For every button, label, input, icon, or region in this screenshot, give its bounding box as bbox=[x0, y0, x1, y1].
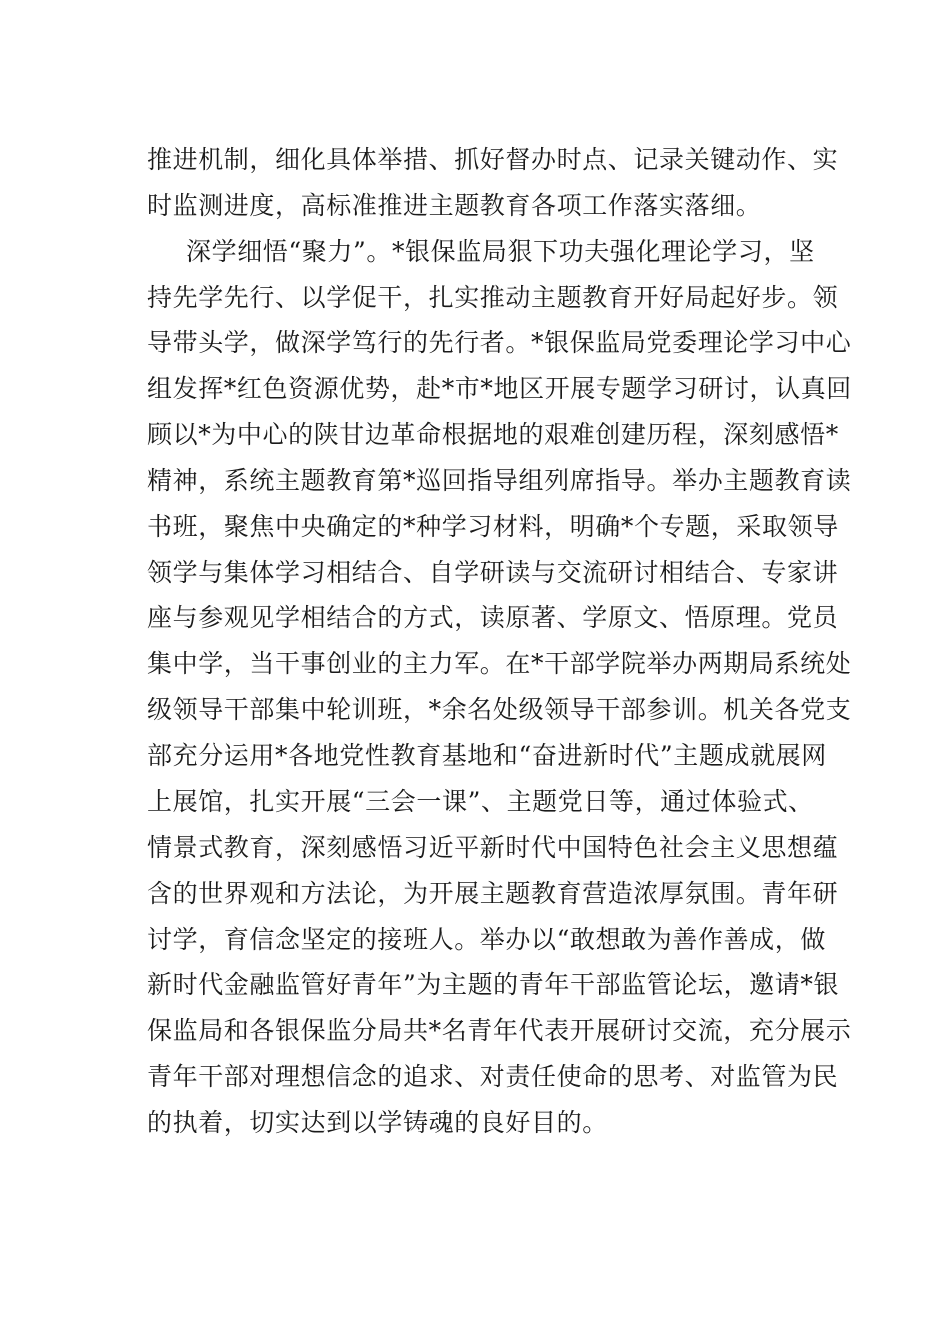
text-line: 书班，聚焦中央确定的*种学习材料，明确*个专题，采取领导 bbox=[147, 512, 839, 541]
text-line: 讨学，育信念坚定的接班人。举办以“敢想敢为善作善成，做 bbox=[147, 925, 826, 954]
text-line: 精神，系统主题教育第*巡回指导组列席指导。举办主题教育读 bbox=[147, 466, 852, 495]
text-line: 级领导干部集中轮训班，*余名处级领导干部参训。机关各党支 bbox=[147, 695, 852, 724]
text-line: 部充分运用*各地党性教育基地和“奋进新时代”主题成就展网 bbox=[147, 741, 827, 770]
text-line: 的执着，切实达到以学铸魂的良好目的。 bbox=[147, 1108, 608, 1137]
text-line: 含的世界观和方法论，为开展主题教育营造浓厚氛围。青年研 bbox=[147, 879, 839, 908]
text-line: 情景式教育，深刻感悟习近平新时代中国特色社会主义思想蕴 bbox=[147, 833, 839, 862]
text-line: 青年干部对理想信念的追求、对责任使命的思考、对监管为民 bbox=[147, 1062, 839, 1091]
text-line: 深学细悟“聚力”。*银保监局狠下功夫强化理论学习，坚 bbox=[186, 237, 815, 266]
text-line: 时监测进度，高标准推进主题教育各项工作落实落细。 bbox=[147, 191, 762, 220]
text-line: 持先学先行、以学促干，扎实推动主题教育开好局起好步。领 bbox=[147, 283, 839, 312]
text-line: 座与参观见学相结合的方式，读原著、学原文、悟原理。党员 bbox=[147, 603, 839, 632]
text-line: 顾以*为中心的陕甘边革命根据地的艰难创建历程，深刻感悟* bbox=[147, 420, 839, 449]
text-line: 集中学，当干事创业的主力军。在*干部学院举办两期局系统处 bbox=[147, 649, 852, 678]
text-line: 新时代金融监管好青年”为主题的青年干部监管论坛，邀请*银 bbox=[147, 970, 840, 999]
text-line: 领学与集体学习相结合、自学研读与交流研讨相结合、专家讲 bbox=[147, 558, 839, 587]
text-line: 组发挥*红色资源优势，赴*市*地区开展专题学习研讨，认真回 bbox=[147, 374, 852, 403]
text-line: 推进机制，细化具体举措、抓好督办时点、记录关键动作、实 bbox=[147, 145, 839, 174]
text-line: 保监局和各银保监分局共*名青年代表开展研讨交流，充分展示 bbox=[147, 1016, 852, 1045]
text-line: 上展馆，扎实开展“三会一课”、主题党日等，通过体验式、 bbox=[147, 787, 814, 816]
text-line: 导带头学，做深学笃行的先行者。*银保监局党委理论学习中心 bbox=[147, 328, 852, 357]
